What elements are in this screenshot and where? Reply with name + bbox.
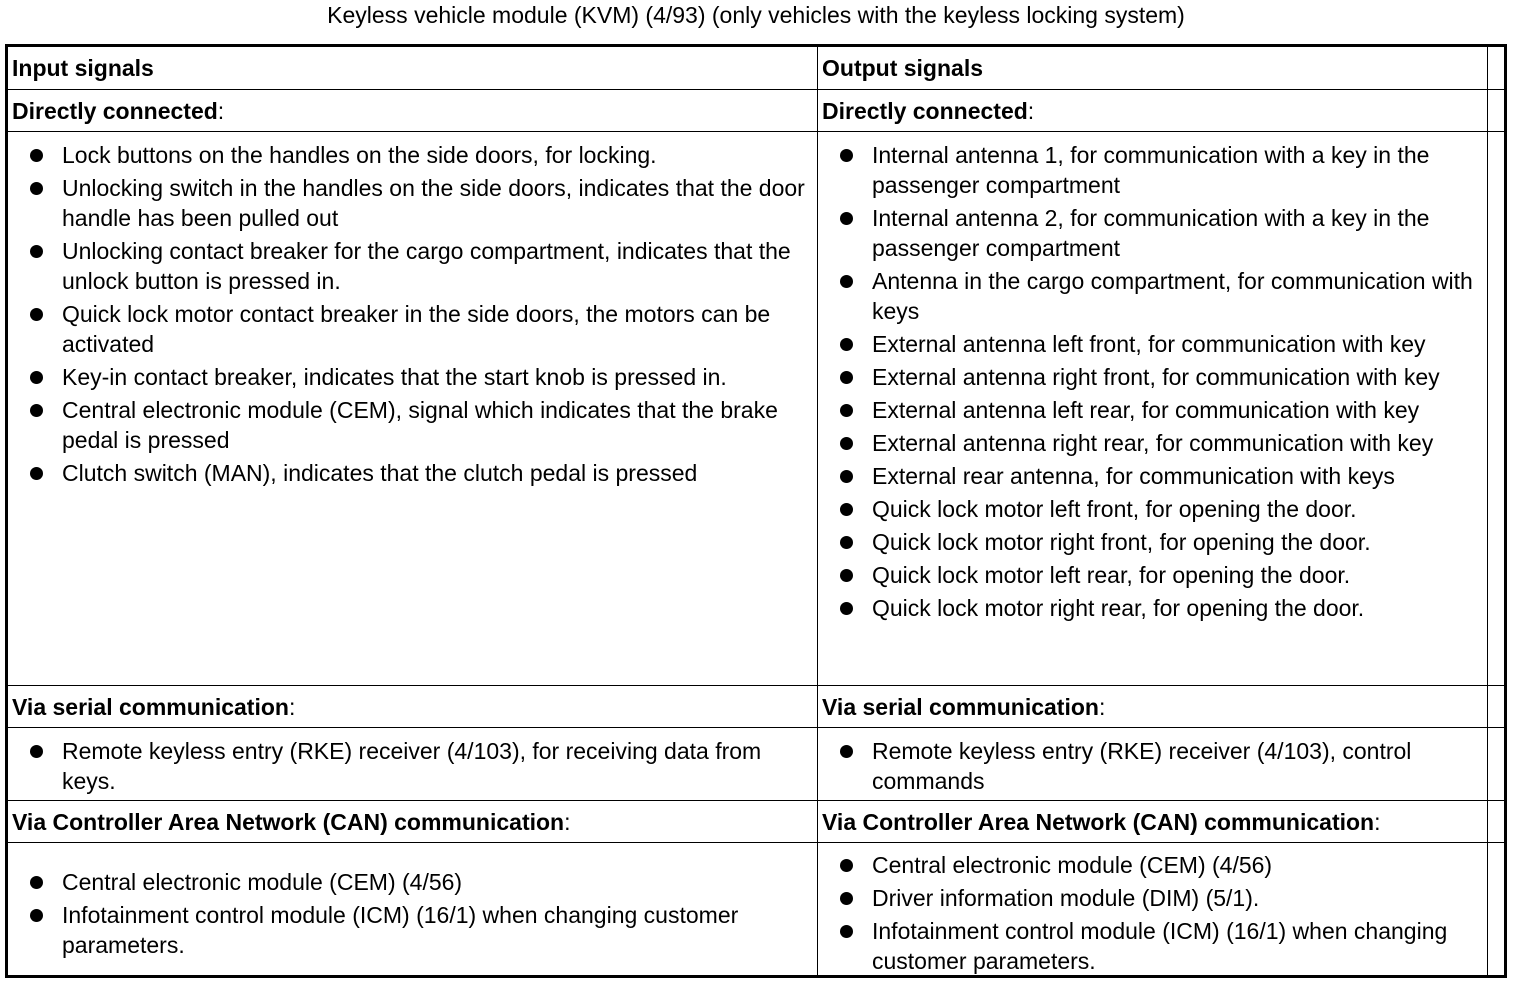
list-item: External antenna right front, for communication with key: [818, 362, 1483, 392]
section-label: Via Controller Area Network (CAN) communication:: [822, 809, 1381, 835]
bullet-list: [818, 843, 1487, 976]
list-item: External antenna left rear, for communication with key: [818, 395, 1483, 425]
section-label: Via serial communication:: [822, 694, 1106, 720]
list-item: Unlocking switch in the handles on the side doors, indicates that the door handle has been pulled out: [8, 173, 811, 233]
list-item: External rear antenna, for communication with keys: [818, 461, 1483, 491]
section-label-text: Directly connected: [822, 98, 1028, 124]
list-item: Central electronic module (CEM) (4/56): [8, 867, 811, 897]
section-label-text: Directly connected: [12, 98, 218, 124]
output-list-cell: [818, 843, 1488, 975]
input-signals-header-cell: [8, 47, 818, 89]
empty-cell: [1488, 686, 1504, 727]
list-item: Quick lock motor left rear, for opening the door.: [818, 560, 1483, 590]
section-label-cell: [818, 90, 1488, 131]
list-item: Central electronic module (CEM) (4/56): [818, 850, 1483, 880]
input-list-cell: [8, 132, 818, 685]
section-label: Via serial communication:: [12, 694, 296, 720]
section-label: Via Controller Area Network (CAN) communication:: [12, 809, 571, 835]
list-item: Quick lock motor contact breaker in the side doors, the motors can be activated: [8, 299, 811, 359]
section-label-text: Via serial communication: [822, 694, 1099, 720]
output-list-cell: [818, 132, 1488, 685]
empty-cell: [1488, 47, 1504, 89]
list-item: Central electronic module (CEM), signal which indicates that the brake pedal is pressed: [8, 395, 811, 455]
input-list-cell: [8, 728, 818, 800]
section-label-cell: [8, 686, 818, 727]
section-label-cell: [818, 801, 1488, 842]
list-item: External antenna right rear, for communication with key: [818, 428, 1483, 458]
output-signals-header-cell: [818, 47, 1488, 89]
empty-cell: [1488, 90, 1504, 131]
list-item: Internal antenna 1, for communication with a key in the passenger compartment: [818, 140, 1483, 200]
bullet-list: [8, 728, 817, 796]
empty-cell: [1488, 132, 1504, 685]
section-label-cell: [8, 801, 818, 842]
empty-cell: [1488, 801, 1504, 842]
list-item: Key-in contact breaker, indicates that the start knob is pressed in.: [8, 362, 811, 392]
table-caption: Keyless vehicle module (KVM) (4/93) (only vehicles with the keyless locking system): [327, 2, 1185, 28]
section-row-serial: [8, 685, 1504, 727]
section-label-text: Via Controller Area Network (CAN) communication: [12, 809, 565, 835]
list-item: Quick lock motor right front, for opening the door.: [818, 527, 1483, 557]
section-row-direct: [8, 89, 1504, 131]
empty-cell: [1488, 843, 1504, 975]
section-row-can: [8, 800, 1504, 842]
section-label-text: Via serial communication: [12, 694, 289, 720]
bullet-list: [818, 728, 1487, 796]
section-label: Directly connected:: [12, 98, 225, 124]
input-list-cell: [8, 843, 818, 975]
list-item: Quick lock motor left front, for opening the door.: [818, 494, 1483, 524]
bullet-list: [818, 132, 1487, 623]
input-signals-heading: Input signals: [12, 55, 154, 81]
signals-table: [5, 44, 1507, 978]
list-item: Remote keyless entry (RKE) receiver (4/103), for receiving data from keys.: [8, 736, 811, 796]
header-row: [8, 47, 1504, 89]
list-item: Antenna in the cargo compartment, for communication with keys: [818, 266, 1483, 326]
section-label-cell: [8, 90, 818, 131]
list-item: Infotainment control module (ICM) (16/1) when changing customer parameters.: [818, 916, 1483, 976]
content-row-can: [8, 842, 1504, 975]
content-row-direct: [8, 131, 1504, 685]
section-label-text: Via Controller Area Network (CAN) communication: [822, 809, 1375, 835]
section-label-cell: [818, 686, 1488, 727]
output-signals-heading: Output signals: [822, 55, 983, 81]
list-item: Internal antenna 2, for communication with a key in the passenger compartment: [818, 203, 1483, 263]
section-label: Directly connected:: [822, 98, 1035, 124]
empty-cell: [1488, 728, 1504, 800]
bullet-list: [8, 843, 817, 960]
list-item: Clutch switch (MAN), indicates that the clutch pedal is pressed: [8, 458, 811, 488]
list-item: Driver information module (DIM) (5/1).: [818, 883, 1483, 913]
list-item: Remote keyless entry (RKE) receiver (4/103), control commands: [818, 736, 1483, 796]
list-item: Lock buttons on the handles on the side doors, for locking.: [8, 140, 811, 170]
bullet-list: [8, 132, 817, 488]
content-row-serial: [8, 727, 1504, 800]
list-item: Unlocking contact breaker for the cargo compartment, indicates that the unlock button is pressed in.: [8, 236, 811, 296]
list-item: Infotainment control module (ICM) (16/1) when changing customer parameters.: [8, 900, 811, 960]
output-list-cell: [818, 728, 1488, 800]
list-item: Quick lock motor right rear, for opening the door.: [818, 593, 1483, 623]
list-item: External antenna left front, for communication with key: [818, 329, 1483, 359]
